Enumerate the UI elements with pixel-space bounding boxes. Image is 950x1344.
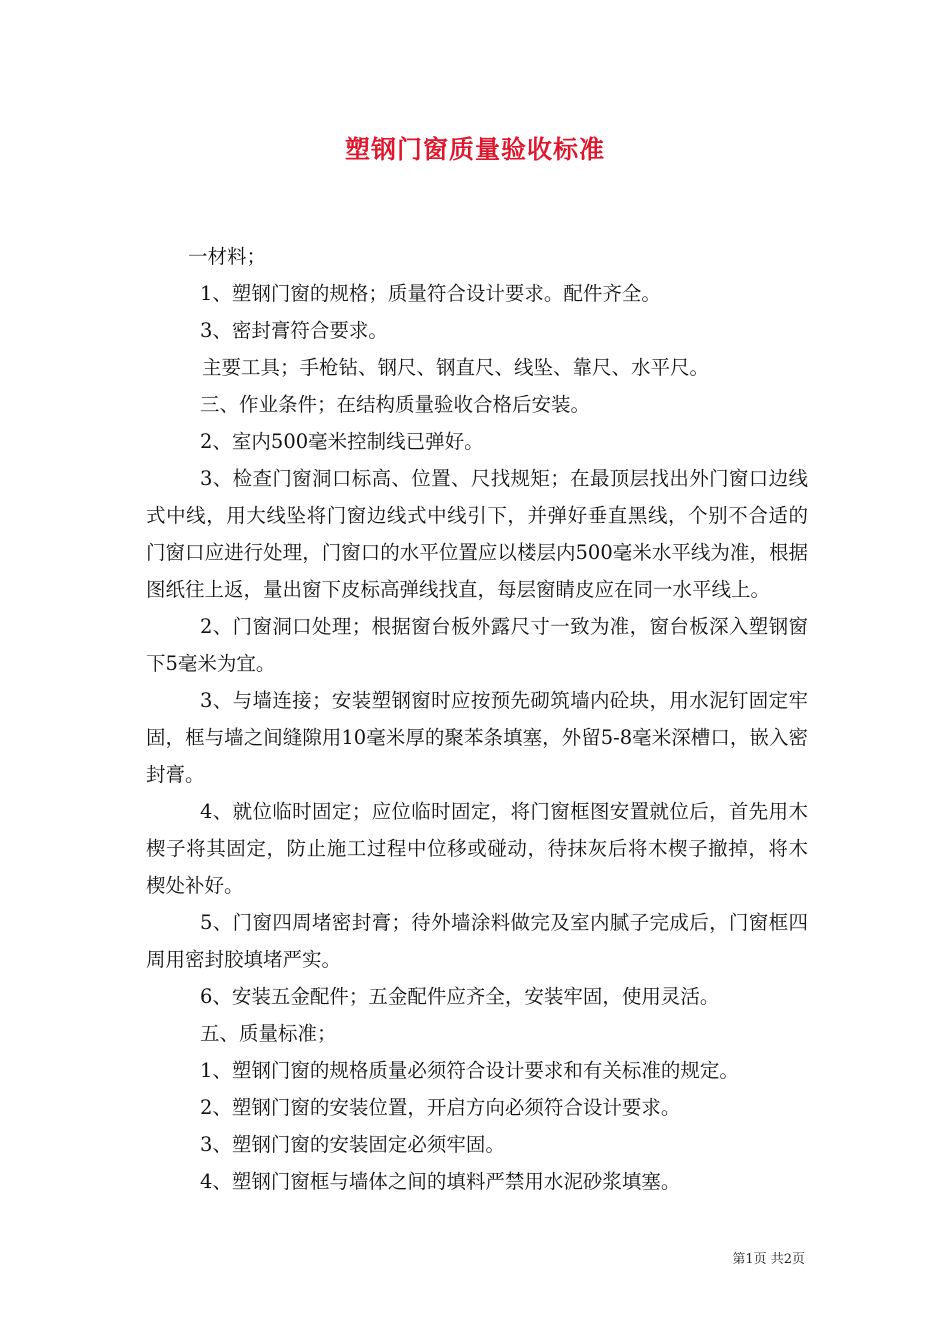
paragraph: 4、塑钢门窗框与墙体之间的填料严禁用水泥砂浆填塞。 (200, 1170, 681, 1193)
paragraph-conditions-heading: 三、作业条件；在结构质量验收合格后安装。 (200, 393, 591, 416)
paragraph: 1、塑钢门窗的规格；质量符合设计要求。配件齐全。 (200, 282, 661, 305)
paragraph: 2、塑钢门窗的安装位置，开启方向必须符合设计要求。 (200, 1096, 681, 1119)
paragraph: 3、检查门窗洞口标高、位置、尺找规矩；在最顶层找出外门窗口边线式中线，用大线坠将门窗边线式中线引下，并弹好垂直黑线，个别不合适的门窗口应进行处理，门窗口的水平位置应以楼层内500毫米水平线为准，根据图纸往上返，量出窗下皮标高弹线找直，每层窗睛皮应在同一水平线上。 (146, 467, 808, 601)
paragraph: 6、安装五金配件；五金配件应齐全，安装牢固，使用灵活。 (200, 985, 720, 1008)
document-body (146, 238, 808, 1200)
paragraph: 1、塑钢门窗的规格质量必须符合设计要求和有关标准的规定。 (200, 1059, 739, 1082)
paragraph: 3、与墙连接；安装塑钢窗时应按预先砌筑墙内砼块，用水泥钉固定牢固，框与墙之间缝隙用10毫米厚的聚苯条填塞，外留5-8毫米深槽口，嵌入密封膏。 (146, 689, 808, 786)
paragraph: 2、室内500毫米控制线已弹好。 (200, 430, 484, 453)
paragraph-quality-heading: 五、质量标准； (200, 1022, 337, 1045)
document-title: 塑钢门窗质量验收标准 (344, 135, 605, 164)
paragraph: 4、就位临时固定；应位临时固定，将门窗框图安置就位后，首先用木楔子将其固定，防止施工过程中位移或碰动，待抹灰后将木楔子撤掉，将木楔处补好。 (146, 800, 808, 897)
paragraph-tools: 主要工具；手枪钻、钢尺、钢直尺、线坠、靠尺、水平尺。 (202, 356, 710, 379)
paragraph: 2、门窗洞口处理；根据窗台板外露尺寸一致为准，窗台板深入塑钢窗下5毫米为宜。 (146, 615, 808, 675)
paragraph: 3、塑钢门窗的安装固定必须牢固。 (200, 1133, 505, 1156)
page-number-footer: 第1页 共2页 (732, 1252, 805, 1267)
paragraph: 5、门窗四周堵密封膏；待外墙涂料做完及室内腻子完成后，门窗框四周用密封胶填堵严实。 (146, 911, 808, 971)
paragraph-materials-heading: 一材料； (188, 245, 267, 268)
paragraph: 3、密封膏符合要求。 (200, 319, 388, 342)
